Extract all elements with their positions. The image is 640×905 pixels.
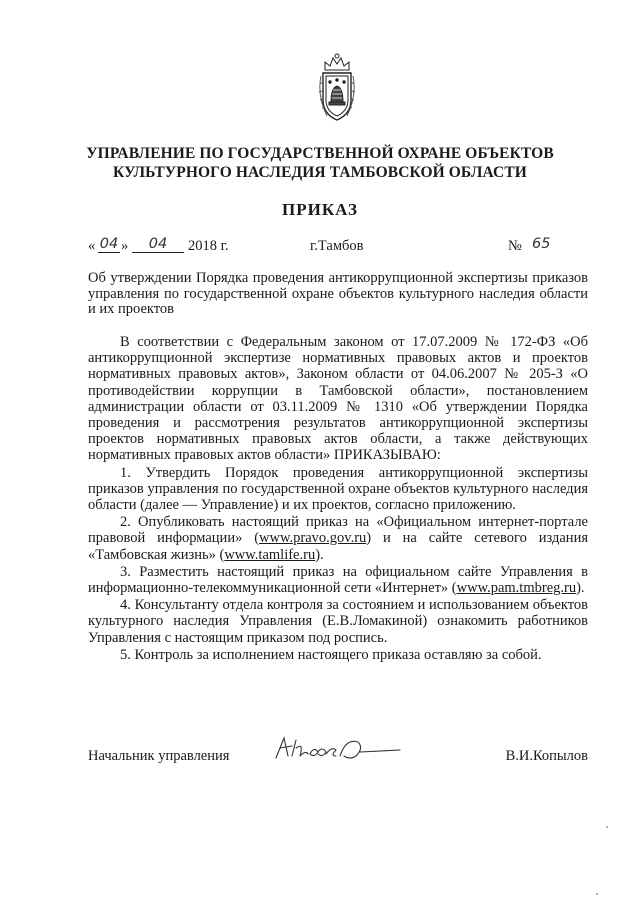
preamble-paragraph: В соответствии с Федеральным законом от 17.07.2009 № 172-ФЗ «Об антикоррупционной экспертизе нормативных правовых актов и проектов нормативных правовых актов», Законом области от 04.06.2007 № 205-З «О противодействии коррупции в Тамбовской области», постановлением администрации области от 03.11.2009 № 1310 «Об утверждении Порядка проведения и рассмотрения результатов антикоррупционной экспертизы проектов нормативных правовых актов области, а также действующих нормативных правовых актов области» ПРИКАЗЫВАЮ: [88, 334, 588, 464]
order-item-5: 5. Контроль за исполнением настоящего приказа оставляю за собой. [120, 646, 542, 663]
date-row [88, 238, 588, 258]
order-item-3-text-b: ). [576, 580, 585, 597]
order-item-3-text-a: 3. Разместить настоящий приказ на официальном сайте Управления в информационно-телекоммуникационной сети «Интернет» ( [88, 563, 588, 597]
document-city: г.Тамбов [310, 238, 364, 254]
order-item-2-text-b: ) и на сайте сетевого издания «Тамбовская жизнь» ( [88, 530, 588, 563]
order-item-2 [88, 514, 588, 563]
date-open-quote: « [88, 238, 96, 254]
document-subject: Об утверждении Порядка проведения антикоррупционной экспертизы приказов управления по государственной охране объектов культурного наследия области и их проектов [88, 270, 588, 317]
tambov-coat-of-arms-icon [317, 50, 357, 124]
organization-name-line-2: КУЛЬТУРНОГО НАСЛЕДИЯ ТАМБОВСКОЙ ОБЛАСТИ [113, 164, 527, 181]
signatory-position: Начальник управления [88, 748, 230, 764]
scan-speck [606, 826, 608, 828]
order-item-2-text-c: ). [315, 546, 324, 563]
pravo-gov-link[interactable]: www.pravo.gov.ru [259, 530, 367, 547]
handwritten-signature-icon [270, 732, 410, 766]
order-item-2-text-a: 2. Опубликовать настоящий приказ на «Официальном интернет-портале правовой информации» ( [88, 514, 588, 547]
order-item-3 [88, 564, 588, 596]
order-item-4: 4. Консультанту отдела контроля за состоянием и использованием объектов культурного наследия Управления (Е.В.Ломакиной) ознакомить работников Управления с настоящим приказом под роспись. [88, 597, 588, 646]
organization-name [0, 144, 640, 182]
order-item-1: 1. Утвердить Порядок проведения антикоррупционной экспертизы приказов управления по государственной охране объектов культурного наследия области (далее — Управление) и их проектов, согласно приложению. [88, 464, 588, 514]
tamlife-link[interactable]: www.tamlife.ru [224, 546, 316, 563]
date-close-quote: » [121, 238, 129, 254]
scan-speck [596, 893, 598, 895]
date-year: 2018 г. [188, 238, 229, 254]
pam-tmbreg-link[interactable]: www.pam.tmbreg.ru [456, 580, 577, 597]
signature-block [88, 732, 588, 772]
document-title: ПРИКАЗ [282, 200, 358, 219]
document-body [88, 334, 588, 663]
document-number: 65 [532, 236, 551, 252]
document-number-label: № [508, 238, 522, 254]
signatory-name: В.И.Копылов [505, 748, 588, 764]
date-month: 04 [132, 236, 184, 253]
organization-name-line-1: УПРАВЛЕНИЕ ПО ГОСУДАРСТВЕННОЙ ОХРАНЕ ОБЪЕКТОВ [86, 145, 554, 162]
date-day: 04 [99, 236, 119, 252]
